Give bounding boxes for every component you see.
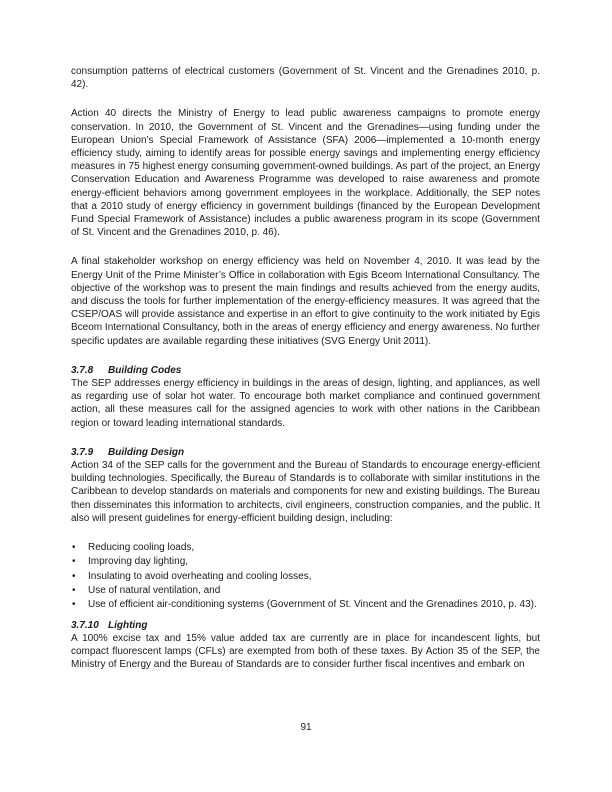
list-item: [71, 584, 540, 598]
heading-building-codes: [71, 364, 540, 377]
paragraph-building-design-body: Action 34 of the SEP calls for the government and the Bureau of Standards to encourage energy-efficient building technologies. Specifically, the Bureau of Standards is to collaborate with similar institutions in the Caribbean to develop standards on materials and components for new and existing buildings. The Bureau then disseminates this information to architects, civil engineers, construction companies, and the public. It also will present guidelines for energy-efficient building design, including:: [71, 460, 540, 524]
list-item-text: Use of natural ventilation, and: [88, 584, 221, 596]
list-item-text: Use of efficient air-conditioning systems (Government of St. Vincent and the Grenadines 2010, p. 43).: [88, 599, 537, 611]
list-item: [71, 570, 540, 584]
heading-title: Building Codes: [108, 364, 182, 376]
list-item-text: Improving day lighting,: [88, 556, 189, 568]
list-item: [71, 555, 540, 569]
heading-title: Lighting: [108, 619, 148, 631]
heading-building-design: [71, 446, 540, 459]
heading-lighting: [71, 619, 540, 632]
design-guidelines-list: [71, 541, 540, 612]
bullet-icon: •: [72, 542, 76, 554]
list-item-text: Insulating to avoid overheating and cooling losses,: [88, 570, 312, 582]
heading-number: 3.7.9: [71, 446, 94, 458]
paragraph-intro: consumption patterns of electrical customers (Government of St. Vincent and the Grenadines 2010, p. 42).: [71, 66, 540, 91]
paragraph-building-codes-body: The SEP addresses energy efficiency in buildings in the areas of design, lighting, and appliances, as well as regarding use of solar hot water. To encourage both market compliance and continued government action, all these measures call for the assigned agencies to work with other nations in the Caribbean region or toward leading international standards.: [71, 378, 540, 429]
page-content: [71, 65, 540, 687]
heading-title: Building Design: [108, 446, 185, 458]
bullet-icon: •: [72, 584, 76, 596]
heading-number: 3.7.8: [71, 364, 94, 376]
list-item: [71, 598, 540, 612]
bullet-icon: •: [72, 556, 76, 568]
bullet-icon: •: [72, 599, 76, 611]
list-item: [71, 541, 540, 555]
paragraph-lighting-body: A 100% excise tax and 15% value added tax are currently are in place for incandescent lights, but compact fluorescent lamps (CFLs) are exempted from both of these taxes. By Action 35 of the SEP, the Ministry of Energy and the Bureau of Standards are to consider further fiscal incentives and embark on: [71, 632, 540, 671]
page-number: 91: [300, 722, 312, 733]
paragraph-action40: Action 40 directs the Ministry of Energy to lead public awareness campaigns to promote energy conservation. In 2010, the Government of St. Vincent and the Grenadines—using funding under the European Union’s Special Framework of Assistance (SFA) 2006—implemented a 10-month energy efficiency study, aiming to identify areas for possible energy savings and implementing energy efficiency measures in 75 highest energy consuming government-owned buildings. As part of the project, an Energy Conservation Education and Awareness Programme was developed to raise awareness and promote energy-efficient behaviors among government employees in the workplace. Additionally, the SEP notes that a 2010 study of energy efficiency in government buildings (financed by the European Development Fund Special Framework of Assistance) includes a public awareness program in its scope (Government of St. Vincent and the Grenadines 2010, p. 46).: [71, 108, 540, 239]
heading-number: 3.7.10: [71, 619, 99, 631]
paragraph-workshop: A final stakeholder workshop on energy efficiency was held on November 4, 2010. It was lead by the Energy Unit of the Prime Minister’s Office in collaboration with Egis Bceom International Consultancy. The objective of the workshop was to present the main findings and results achieved from the energy audits, and discuss the tools for further implementation of the energy-efficiency measures. It was agreed that the CSEP/OAS will provide assistance and expertise in an effort to give continuity to the work initiated by Egis Bceom International Consultancy, both in the areas of energy efficiency and energy awareness. No further specific updates are available regarding these initiatives (SVG Energy Unit 2011).: [71, 256, 540, 347]
list-item-text: Reducing cooling loads,: [88, 542, 195, 554]
bullet-icon: •: [72, 570, 76, 582]
